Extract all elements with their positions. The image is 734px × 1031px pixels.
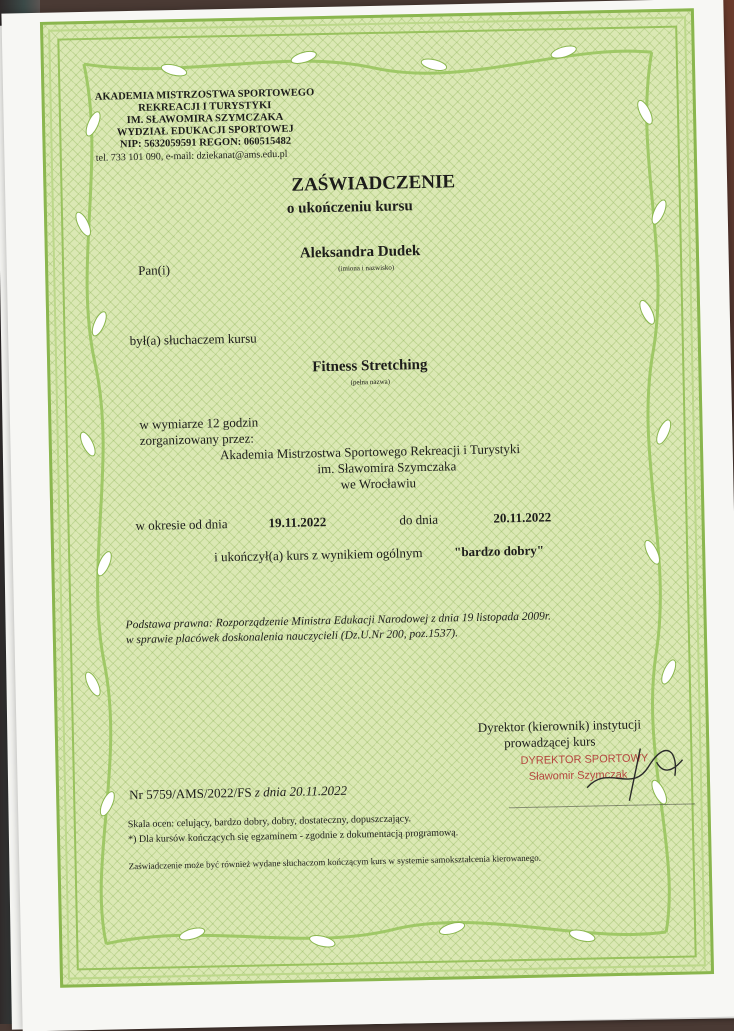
institution-line-2: REKREACJI I TURYSTYKI	[138, 100, 272, 114]
institution-line-4: WYDZIAŁ EDUKACJI SPORTOWEJ	[116, 123, 294, 139]
stamp-line-2: Sławomir Szymczak	[528, 768, 628, 783]
self-study-note: Zaświadczenie może być również wydane słuchaczom kończącym kurs w systemie samokształcenia kierowanego.	[128, 852, 542, 872]
period-from-label: w okresie od dnia	[135, 516, 228, 534]
course-label: był(a) słuchaczem kursu	[129, 330, 257, 349]
certificate-number: Nr 5759/AMS/2022/FS	[129, 784, 252, 803]
course-name-hint: (pełna nazwa)	[350, 377, 391, 387]
organizer-line-3: we Wrocławiu	[340, 475, 417, 492]
certificate-document	[40, 8, 714, 987]
handwritten-signature	[578, 742, 689, 804]
person-name-hint: (imiona i nazwisko)	[338, 263, 395, 273]
result-grade: "bardzo dobry"	[453, 542, 545, 560]
certificate-subtitle: o ukończeniu kursu	[286, 198, 413, 217]
person-label: Pan(i)	[138, 262, 171, 278]
legal-basis-line-1: Podstawa prawna: Rozporządzenie Ministra Edukacji Narodowej z dnia 19 listopada 2009r.	[125, 610, 552, 632]
institution-contact: tel. 733 101 090, e-mail: dziekanat@ams.edu.pl	[95, 148, 288, 164]
course-organized-label: zorganizowany przez:	[139, 430, 255, 448]
course-name: Fitness Stretching	[312, 356, 428, 376]
period-from-date: 19.11.2022	[268, 514, 327, 531]
certificate-content	[43, 11, 711, 984]
certificate-number-line	[129, 783, 347, 804]
grading-scale: Skala ocen: celujący, bardzo dobry, dobry, dostateczny, dopuszczający.	[127, 813, 412, 831]
period-to-label: do dnia	[399, 511, 439, 528]
exam-note: *) Dla kursów kończących się egzaminem - zgodnie z dokumentacją programową.	[127, 827, 459, 846]
result-text: i ukończył(a) kurs z wynikiem ogólnym	[214, 545, 423, 565]
signature-title-line-1: Dyrektor (kierownik) instytucji	[477, 716, 642, 735]
organizer-line-1: Akademia Mistrzostwa Sportowego Rekreacji i Turystyki	[219, 440, 521, 463]
stamp-line-1: DYREKTOR SPORTOWY	[520, 752, 649, 768]
signature-dotted-line	[510, 803, 695, 808]
institution-line-1: AKADEMIA MISTRZOSTWA SPORTOWEGO	[94, 87, 315, 103]
institution-line-3: IM. SŁAWOMIRA SZYMCZAKA	[126, 111, 284, 127]
person-name: Aleksandra Dudek	[299, 243, 421, 262]
period-to-date: 20.11.2022	[493, 509, 552, 526]
institution-nip-regon: NIP: 5632059591 REGON: 060515482	[119, 135, 292, 151]
certificate-number-date: z dnia 20.11.2022	[254, 782, 348, 800]
organizer-line-2: im. Sławomira Szymczaka	[317, 458, 457, 477]
signature-title-line-2: prowadzącej kurs	[503, 733, 596, 751]
certificate-title: ZAŚWIADCZENIE	[291, 171, 456, 196]
course-hours: w wymiarze 12 godzin	[139, 414, 259, 432]
legal-basis-line-2: w sprawie placówek doskonalenia nauczycieli (Dz.U.Nr 200, poz.1537).	[125, 627, 459, 647]
